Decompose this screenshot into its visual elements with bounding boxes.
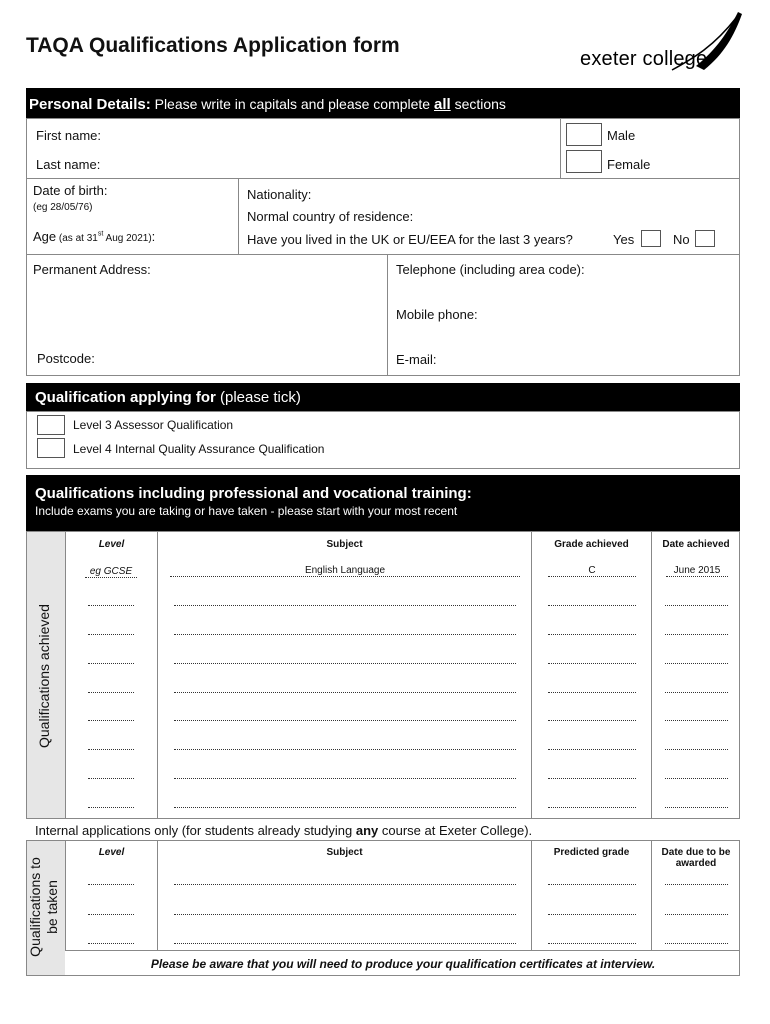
no-label: No xyxy=(673,232,690,247)
level4-option-label: Level 4 Internal Quality Assurance Qualification xyxy=(73,442,325,456)
entry-line[interactable] xyxy=(174,720,516,721)
male-checkbox[interactable] xyxy=(566,123,602,146)
entry-line[interactable] xyxy=(548,807,636,808)
entry-line[interactable] xyxy=(88,943,134,944)
dob-example: (eg 28/05/76) xyxy=(33,202,93,213)
level3-option-label: Level 3 Assessor Qualification xyxy=(73,418,234,432)
entry-line[interactable] xyxy=(548,720,636,721)
logo-text: exeter college xyxy=(580,48,708,70)
qualifications-to-be-taken-label xyxy=(27,842,65,972)
entry-line[interactable] xyxy=(665,720,728,721)
internal-note-b: course at Exeter College). xyxy=(378,823,533,838)
age-note-a: (as at 31 xyxy=(56,233,98,244)
personal-heading-all: all xyxy=(434,96,451,113)
col2-date-header xyxy=(652,847,740,869)
applying-heading-bold: Qualification applying for xyxy=(35,389,216,406)
training-heading: Qualifications including professional and vocational training: xyxy=(35,485,472,502)
entry-line[interactable] xyxy=(665,749,728,750)
certificates-footer-note: Please be aware that you will need to produce your qualification certificates at interview. xyxy=(150,957,656,971)
email-label: E-mail: xyxy=(396,352,437,367)
mobile-label: Mobile phone: xyxy=(396,307,478,322)
entry-line[interactable] xyxy=(174,749,516,750)
to-be-taken-line1: Qualifications to xyxy=(27,857,43,957)
entry-line[interactable] xyxy=(665,914,728,915)
postcode-label: Postcode: xyxy=(37,351,95,366)
example-grade: C xyxy=(548,565,636,577)
age-note-b: Aug 2021) xyxy=(103,233,152,244)
entry-line[interactable] xyxy=(174,914,516,915)
entry-line[interactable] xyxy=(174,778,516,779)
entry-line[interactable] xyxy=(665,807,728,808)
entry-line[interactable] xyxy=(174,884,516,885)
internal-note-a: Internal applications only (for students already studying xyxy=(35,823,356,838)
female-label: Female xyxy=(607,157,651,172)
age-note-sup: st xyxy=(97,230,104,238)
col2-date-line1: Date due to be xyxy=(661,847,731,858)
age-label xyxy=(33,229,155,244)
age-text: Age xyxy=(33,229,57,244)
age-colon: : xyxy=(151,229,156,244)
entry-line[interactable] xyxy=(665,778,728,779)
form-title: TAQA Qualifications Application form xyxy=(26,34,400,57)
entry-line[interactable] xyxy=(174,605,516,606)
col2-grade-header: Predicted grade xyxy=(553,847,630,858)
col2-subject-header: Subject xyxy=(326,847,363,858)
example-subject: English Language xyxy=(170,565,520,577)
personal-details-header xyxy=(26,88,740,118)
entry-line[interactable] xyxy=(665,605,728,606)
entry-line[interactable] xyxy=(548,663,636,664)
training-header xyxy=(26,475,740,531)
internal-note-bold: any xyxy=(355,823,379,838)
entry-line[interactable] xyxy=(548,605,636,606)
level3-checkbox[interactable] xyxy=(37,415,65,435)
entry-line[interactable] xyxy=(88,749,134,750)
entry-line[interactable] xyxy=(174,692,516,693)
yes-checkbox[interactable] xyxy=(641,230,661,247)
dob-label: Date of birth: xyxy=(33,183,108,198)
entry-line[interactable] xyxy=(548,749,636,750)
yes-label: Yes xyxy=(613,232,635,247)
first-name-label: First name: xyxy=(36,128,102,143)
entry-line[interactable] xyxy=(88,692,134,693)
male-label: Male xyxy=(607,128,636,143)
entry-line[interactable] xyxy=(665,692,728,693)
entry-line[interactable] xyxy=(88,914,134,915)
exeter-college-logo xyxy=(576,10,744,76)
lived-question: Have you lived in the UK or EU/EEA for the last 3 years? xyxy=(247,232,573,247)
female-checkbox[interactable] xyxy=(566,150,602,173)
level4-checkbox[interactable] xyxy=(37,438,65,458)
qualifications-to-be-taken-table xyxy=(26,840,740,976)
personal-heading-text-a: Please write in capitals and please complete xyxy=(150,96,434,112)
entry-line[interactable] xyxy=(174,663,516,664)
internal-note xyxy=(35,823,532,838)
entry-line[interactable] xyxy=(665,943,728,944)
entry-line[interactable] xyxy=(548,914,636,915)
entry-line[interactable] xyxy=(88,663,134,664)
address-label: Permanent Address: xyxy=(33,262,151,277)
entry-line[interactable] xyxy=(174,943,516,944)
entry-line[interactable] xyxy=(548,692,636,693)
last-name-label: Last name: xyxy=(36,157,101,172)
qualification-applying-header xyxy=(26,383,740,411)
col-subject-header: Subject xyxy=(326,539,363,550)
entry-line[interactable] xyxy=(665,663,728,664)
entry-line[interactable] xyxy=(88,884,134,885)
col-grade-header: Grade achieved xyxy=(554,539,629,550)
entry-line[interactable] xyxy=(548,778,636,779)
personal-heading-bold: Personal Details: xyxy=(29,96,151,113)
residence-label: Normal country of residence: xyxy=(247,209,414,224)
entry-line[interactable] xyxy=(88,807,134,808)
personal-heading-text-b: sections xyxy=(450,96,506,112)
col-date-header: Date achieved xyxy=(662,539,730,550)
telephone-label: Telephone (including area code): xyxy=(396,262,585,277)
entry-line[interactable] xyxy=(88,778,134,779)
col2-date-line2: awarded xyxy=(675,858,717,869)
entry-line[interactable] xyxy=(88,720,134,721)
entry-line[interactable] xyxy=(665,634,728,635)
example-date: June 2015 xyxy=(666,565,728,577)
col2-level-header: Level xyxy=(98,847,125,858)
no-checkbox[interactable] xyxy=(695,230,715,247)
entry-line[interactable] xyxy=(665,884,728,885)
entry-line[interactable] xyxy=(548,943,636,944)
example-level: eg GCSE xyxy=(85,566,137,578)
applying-heading-rest: (please tick) xyxy=(215,389,301,406)
training-subheading: Include exams you are taking or have taken - please start with your most recent xyxy=(35,504,458,518)
entry-line[interactable] xyxy=(548,634,636,635)
entry-line[interactable] xyxy=(174,807,516,808)
nationality-label: Nationality: xyxy=(247,187,312,202)
qualifications-achieved-label: Qualifications achieved xyxy=(36,604,52,748)
entry-line[interactable] xyxy=(88,634,134,635)
entry-line[interactable] xyxy=(88,605,134,606)
entry-line[interactable] xyxy=(548,884,636,885)
col-level-header: Level xyxy=(98,539,125,550)
to-be-taken-line2: be taken xyxy=(44,880,60,934)
entry-line[interactable] xyxy=(174,634,516,635)
